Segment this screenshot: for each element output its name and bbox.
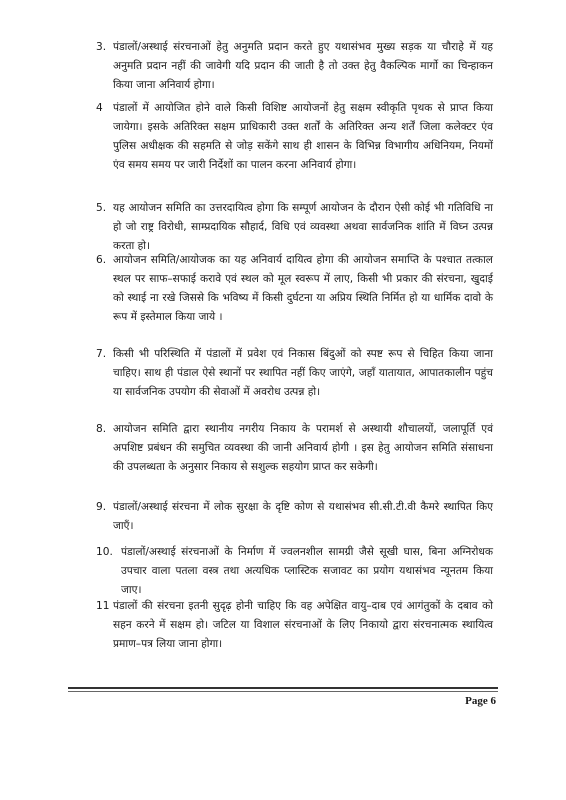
item-number: 7.: [96, 348, 107, 360]
list-item: यह आयोजन समिति का उत्तरदायित्व होगा कि सम्पूर्ण आयोजन के दौरान ऐसी कोई भी गतिविधि ना हो जो राष्ट्र विरोधी, साम्प्रदायिक सौहार्द, विधि एवं व्यवस्था अथवा सार्वजनिक शांति में विघ्न उत्पन्न करता हो।: [113, 202, 493, 252]
item-number: 10.: [96, 546, 113, 558]
item-number: 5.: [96, 202, 107, 214]
footer-rule: [68, 687, 498, 689]
item-number: 3.: [96, 41, 107, 53]
list-item: पंडालों/अस्थाई संरचना में लोक सुरक्षा के दृष्टि कोण से यथासंभव सी.सी.टी.वी कैमरे स्थापित किए जाएँ।: [113, 501, 493, 532]
list-item: पंडालों में आयोजित होने वाले किसी विशिष्ट आयोजनों हेतु सक्षम स्वीकृति पृथक से प्राप्त किया जायेगा। इसके अतिरिक्त सक्षम प्राधिकारी उक्त शर्तों के अतिरिक्त अन्य शर्तें जिला कलेक्टर एंव पुलिस अधीक्षक की सहमति से जोड़ सकेंगे साथ ही शासन के विभिन्न विभागीय अधिनियम, नियमों एंव समय समय पर जारी निर्देशों का पालन करना अनिवार्य होगा।: [113, 102, 493, 171]
list-item: आयोजन समिति द्वारा स्थानीय नगरीय निकाय के परामर्श से अस्थायी शौचालयों, जलापूर्ति एवं अपशिष्ट प्रबंधन की समुचित व्यवस्था की जानी अनिवार्य होगी । इस हेतु आयोजन समिति संसाधना की उपलब्धता के अनुसार निकाय से सशुल्क सहयोग प्राप्त कर सकेगी।: [113, 423, 493, 473]
item-number: 9.: [96, 501, 107, 513]
list-item: आयोजन समिति/आयोजक का यह अनिवार्य दायित्व होगा की आयोजन समाप्ति के पश्चात तत्काल स्थल पर साफ–सफाई करावे एवं स्थल को मूल स्वरूप में लाए, किसी भी प्रकार की संरचना, खुदाई को स्थाई ना रखे जिससे कि भविष्य में किसी दुर्घटना या अप्रिय स्थिति निर्मित हो या धार्मिक दावो के रूप में इस्तेमाल किया जाये ।: [113, 254, 493, 323]
item-number: 6.: [96, 254, 107, 266]
page-number: Page 6: [465, 695, 496, 707]
list-item: पंडालों/अस्थाई संरचनाओं हेतु अनुमति प्रदान करते हुए यथासंभव मुख्य सड़क या चौराहे में यह अनुमति प्रदान नहीं की जावेगी यदि प्रदान की जाती है तो उक्त हेतु वैकल्पिक मार्गो का चिन्हाकन किया जाना अनिवार्य होगा।: [113, 41, 493, 91]
list-item: पंडालों की संरचना इतनी सुदृढ़ होनी चाहिए कि वह अपेक्षित वायु–दाब एवं आगंतुकों के दबाव को सहन करने में सक्षम हो। जटिल या विशाल संरचनाओं के लिए निकायो द्वारा संरचनात्मक स्थायित्व प्रमाण–पत्र लिया जाना होगा।: [113, 600, 493, 650]
item-number: 11: [96, 600, 110, 612]
item-number: 8.: [96, 423, 107, 435]
item-number: 4: [96, 102, 103, 114]
list-item: पंडालों/अस्थाई संरचनाओं के निर्माण में ज्वलनशील सामग्री जैसे सूखी घास, बिना अग्निरोधक उपचार वाला पतला वस्त्र तथा अत्यधिक प्लास्टिक सजावट का प्रयोग यथासंभव न्यूनतम किया जाए।: [121, 546, 493, 596]
footer-rule-thin: [68, 691, 498, 692]
list-item: किसी भी परिस्थिति में पंडालों में प्रवेश एवं निकास बिंदुओं को स्पष्ट रूप से चिहित किया जाना चाहिए। साथ ही पंडाल ऐसे स्थानों पर स्थापित नहीं किए जाएंगे, जहाँ यातायात, आपातकालीन पहुंच या सार्वजनिक उपयोग की सेवाओं में अवरोध उत्पन्न हो।: [113, 348, 493, 398]
